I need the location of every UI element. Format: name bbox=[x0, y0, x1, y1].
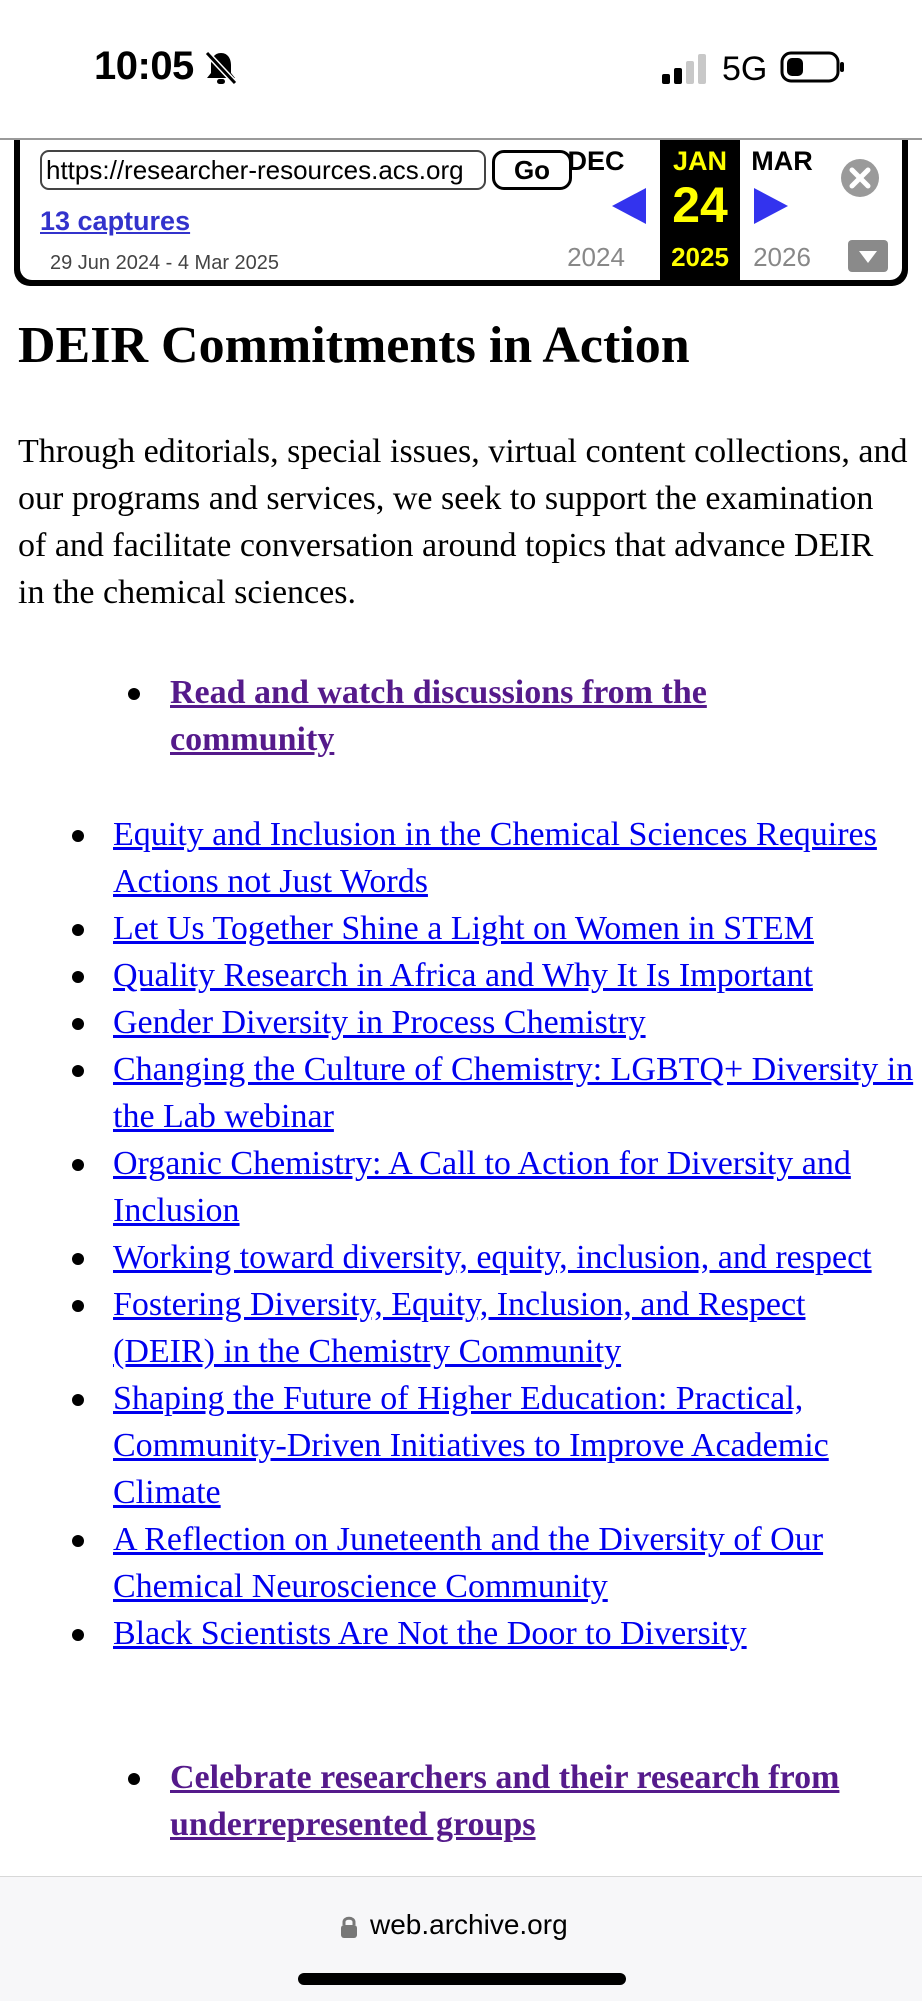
previous-capture-arrow-icon[interactable] bbox=[610, 186, 648, 226]
bullet-icon bbox=[72, 971, 84, 983]
list-item bbox=[0, 905, 922, 952]
section-heading-item bbox=[0, 1754, 922, 1848]
article-link[interactable]: Let Us Together Shine a Light on Women in STEM bbox=[113, 910, 814, 947]
bullet-icon bbox=[72, 1535, 84, 1547]
wayback-url-input[interactable]: https://researcher-resources.acs.org bbox=[40, 150, 486, 190]
article-link[interactable]: Quality Research in Africa and Why It Is Important bbox=[113, 957, 813, 994]
home-indicator[interactable] bbox=[298, 1973, 626, 1985]
article-link[interactable]: Shaping the Future of Higher Education: Practical, Community-Driven Initiatives to Improve Academic Climate bbox=[113, 1380, 829, 1511]
status-time: 10:05 bbox=[94, 44, 194, 88]
captures-link[interactable]: 13 captures bbox=[40, 206, 191, 236]
list-item bbox=[0, 811, 922, 905]
article-link[interactable]: A Reflection on Juneteenth and the Diversity of Our Chemical Neuroscience Community bbox=[113, 1521, 824, 1605]
bullet-icon bbox=[128, 688, 140, 700]
signal-bars-icon bbox=[660, 54, 708, 84]
prev-month-label[interactable]: DEC bbox=[567, 146, 625, 176]
article-link[interactable]: Organic Chemistry: A Call to Action for Diversity and Inclusion bbox=[113, 1145, 851, 1229]
next-year-label[interactable]: 2026 bbox=[753, 242, 811, 272]
article-link[interactable]: Working toward diversity, equity, inclusion, and respect bbox=[113, 1239, 872, 1276]
current-capture-date bbox=[660, 140, 740, 280]
list-item bbox=[0, 1281, 922, 1375]
section-heading-list bbox=[0, 669, 922, 763]
go-button[interactable]: Go bbox=[492, 150, 572, 190]
article-link[interactable]: Gender Diversity in Process Chemistry bbox=[113, 1004, 646, 1041]
capture-date-range: 29 Jun 2024 - 4 Mar 2025 bbox=[50, 252, 280, 274]
lock-icon bbox=[340, 1915, 358, 1939]
article-link[interactable]: Black Scientists Are Not the Door to Diversity bbox=[113, 1615, 747, 1652]
read-and-watch-discussions-link[interactable]: Read and watch discussions from the community bbox=[170, 674, 707, 758]
current-day: 24 bbox=[672, 177, 728, 233]
wayback-toolbar-panel bbox=[20, 140, 902, 280]
bullet-icon bbox=[72, 1394, 84, 1406]
bullet-icon bbox=[72, 1300, 84, 1312]
article-link[interactable]: Equity and Inclusion in the Chemical Sciences Requires Actions not Just Words bbox=[113, 816, 877, 900]
celebrate-researchers-link[interactable]: Celebrate researchers and their research from underrepresented groups bbox=[170, 1759, 840, 1843]
article-link[interactable]: Fostering Diversity, Equity, Inclusion, and Respect (DEIR) in the Chemistry Community bbox=[113, 1286, 806, 1370]
list-item bbox=[0, 1375, 922, 1516]
list-item bbox=[0, 999, 922, 1046]
list-item bbox=[0, 1234, 922, 1281]
bullet-icon bbox=[72, 1065, 84, 1077]
next-capture-arrow-icon[interactable] bbox=[752, 186, 790, 226]
section-heading-list bbox=[0, 1754, 922, 1848]
expand-toolbar-icon[interactable] bbox=[848, 240, 888, 272]
wayback-toolbar bbox=[14, 140, 908, 286]
battery-icon bbox=[780, 50, 846, 84]
domain-label[interactable]: web.archive.org bbox=[370, 1909, 568, 1940]
article-link-list bbox=[0, 811, 922, 1657]
bullet-icon bbox=[72, 1018, 84, 1030]
bullet-icon bbox=[72, 1159, 84, 1171]
list-item bbox=[0, 1046, 922, 1140]
section-heading-item bbox=[0, 669, 922, 763]
list-item bbox=[0, 952, 922, 999]
article-link[interactable]: Changing the Culture of Chemistry: LGBTQ+ Diversity in the Lab webinar bbox=[113, 1051, 914, 1135]
bullet-icon bbox=[72, 830, 84, 842]
bullet-icon bbox=[72, 1253, 84, 1265]
list-item bbox=[0, 1516, 922, 1610]
prev-year-label[interactable]: 2024 bbox=[567, 242, 625, 272]
list-item bbox=[0, 1610, 922, 1657]
network-type: 5G bbox=[722, 50, 768, 88]
status-bar bbox=[0, 0, 922, 140]
current-year: 2025 bbox=[671, 242, 729, 272]
bell-slash-icon bbox=[204, 50, 238, 86]
close-icon[interactable] bbox=[840, 158, 880, 198]
next-month-label[interactable]: MAR bbox=[751, 146, 813, 176]
current-month: JAN bbox=[672, 146, 727, 176]
intro-paragraph: Through editorials, special issues, virtual content collections, and our programs and services, we seek to support the examination of and facilitate conversation around topics that advance DEIR in the chemical sciences. bbox=[18, 433, 908, 611]
safari-address-bar[interactable] bbox=[0, 1876, 922, 2001]
list-item bbox=[0, 1140, 922, 1234]
bullet-icon bbox=[72, 1629, 84, 1641]
bullet-icon bbox=[72, 924, 84, 936]
page-title: DEIR Commitments in Action bbox=[18, 317, 690, 374]
bullet-icon bbox=[128, 1773, 140, 1785]
